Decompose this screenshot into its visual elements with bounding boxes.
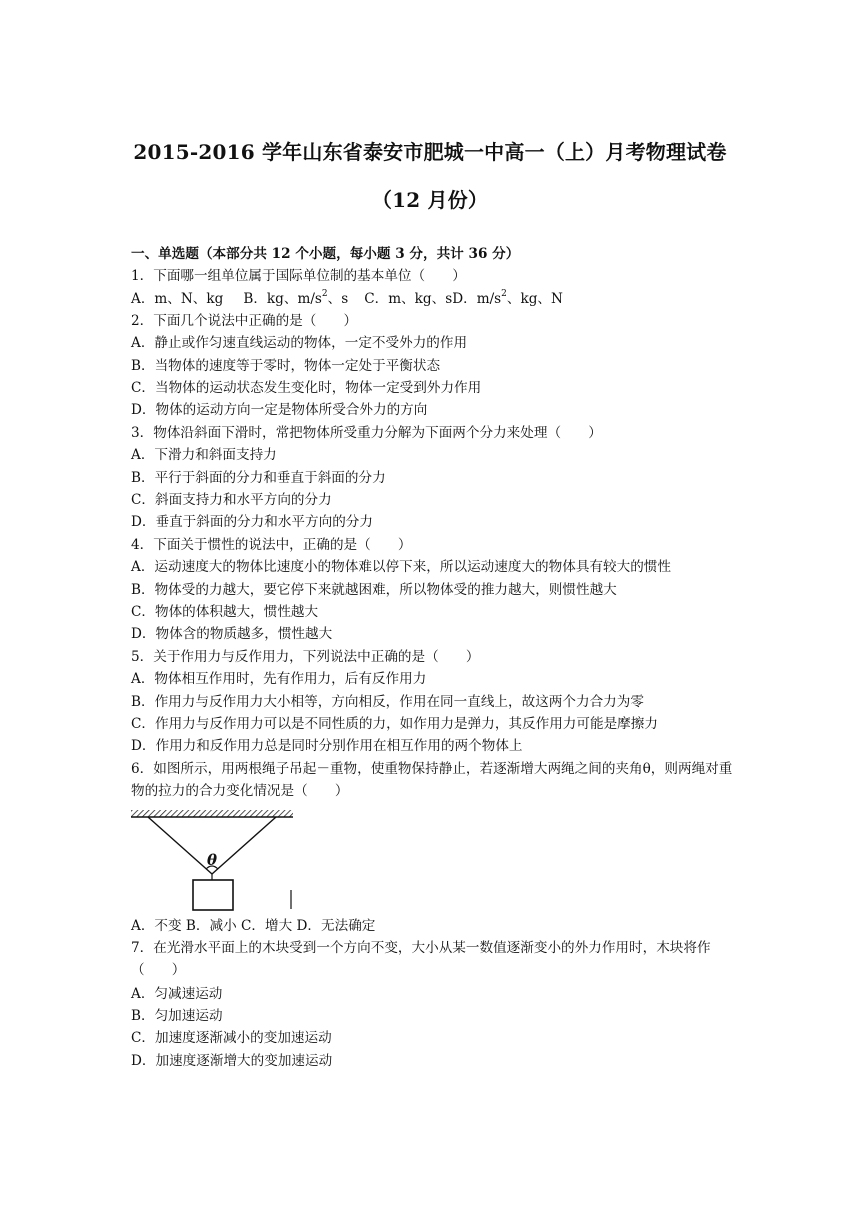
question-3-option-a: A．下滑力和斜面支持力 (131, 447, 277, 463)
question-1-stem: 1．下面哪一组单位属于国际单位制的基本单位（ ） (131, 268, 466, 284)
weight-block (193, 880, 233, 910)
question-5-option-a: A．物体相互作用时，先有作用力，后有反作用力 (131, 671, 427, 687)
question-2-option-b: B．当物体的速度等于零时，物体一定处于平衡状态 (131, 358, 441, 374)
ceiling-hatching (131, 810, 293, 817)
question-7-stem: 7．在光滑水平面上的木块受到一个方向不变，大小从某一数值逐渐变小的外力作用时，木块将作（ ） (131, 940, 711, 979)
question-6-stem: 6．如图所示，用两根绳子吊起－重物，使重物保持静止，若逐渐增大两绳之间的夹角θ，则两绳对重物的拉力的合力变化情况是（ ） (131, 761, 733, 800)
question-5-option-b: B．作用力与反作用力大小相等，方向相反，作用在同一直线上，故这两个力合力为零 (131, 694, 644, 710)
option-d: D．$m/s^2$、kg、N (452, 289, 563, 307)
question-5-option-c: C．作用力与反作用力可以是不同性质的力，如作用力是弹力，其反作用力可能是摩擦力 (131, 716, 658, 732)
question-6-options: A．不变 B．减小 C．增大 D．无法确定 (131, 918, 376, 934)
section-heading: 一、单选题（本部分共 12 个小题，每小题 3 分，共计 36 分） (131, 246, 520, 262)
question-2-option-a: A．静止或作匀速直线运动的物体，一定不受外力的作用 (131, 335, 468, 351)
question-2-stem: 2．下面几个说法中正确的是（ ） (131, 313, 358, 329)
question-4-option-b: B．物体受的力越大，要它停下来就越困难，所以物体受的推力越大，则惯性越大 (131, 582, 617, 598)
question-7-option-c: C．加速度逐渐减小的变加速运动 (131, 1030, 332, 1046)
question-2-option-d: D．物体的运动方向一定是物体所受合外力的方向 (131, 402, 428, 418)
question-3-option-b: B．平行于斜面的分力和垂直于斜面的分力 (131, 470, 386, 486)
question-3-stem: 3．物体沿斜面下滑时，常把物体所受重力分解为下面两个分力来处理（ ） (131, 425, 602, 441)
question-4-option-a: A．运动速度大的物体比速度小的物体难以停下来，所以运动速度大的物体具有较大的惯性 (131, 559, 671, 575)
question-4-stem: 4．下面关于惯性的说法中，正确的是（ ） (131, 537, 412, 553)
rope-weight-figure (128, 808, 296, 911)
question-7-option-a: A．匀减速运动 (131, 986, 223, 1002)
question-4-option-d: D．物体含的物质越多，惯性越大 (131, 626, 333, 642)
question-1-options (131, 287, 563, 307)
question-3-option-d: D．垂直于斜面的分力和水平方向的分力 (131, 514, 373, 530)
option-b: B．kg、$m/s^2$、s (243, 289, 349, 307)
question-2-option-c: C．当物体的运动状态发生变化时，物体一定受到外力作用 (131, 380, 482, 396)
theta-label: θ (207, 851, 218, 869)
page-title: 2015-2016 学年山东省泰安市肥城一中高一（上）月考物理试卷 (133, 140, 727, 164)
question-4-option-c: C．物体的体积越大，惯性越大 (131, 604, 319, 620)
left-rope (148, 817, 212, 874)
option-a: A．m、N、kg (131, 291, 224, 307)
question-5-stem: 5．关于作用力与反作用力，下列说法中正确的是（ ） (131, 649, 480, 665)
right-rope (212, 817, 276, 874)
question-5-option-d: D．作用力和反作用力总是同时分别作用在相互作用的两个物体上 (131, 738, 523, 754)
question-7-option-d: D．加速度逐渐增大的变加速运动 (131, 1053, 333, 1069)
question-3-option-c: C．斜面支持力和水平方向的分力 (131, 492, 332, 508)
question-7-option-b: B．匀加速运动 (131, 1008, 223, 1024)
page-subtitle: （12 月份） (371, 188, 489, 212)
option-c: C．m、kg、s (364, 291, 453, 307)
